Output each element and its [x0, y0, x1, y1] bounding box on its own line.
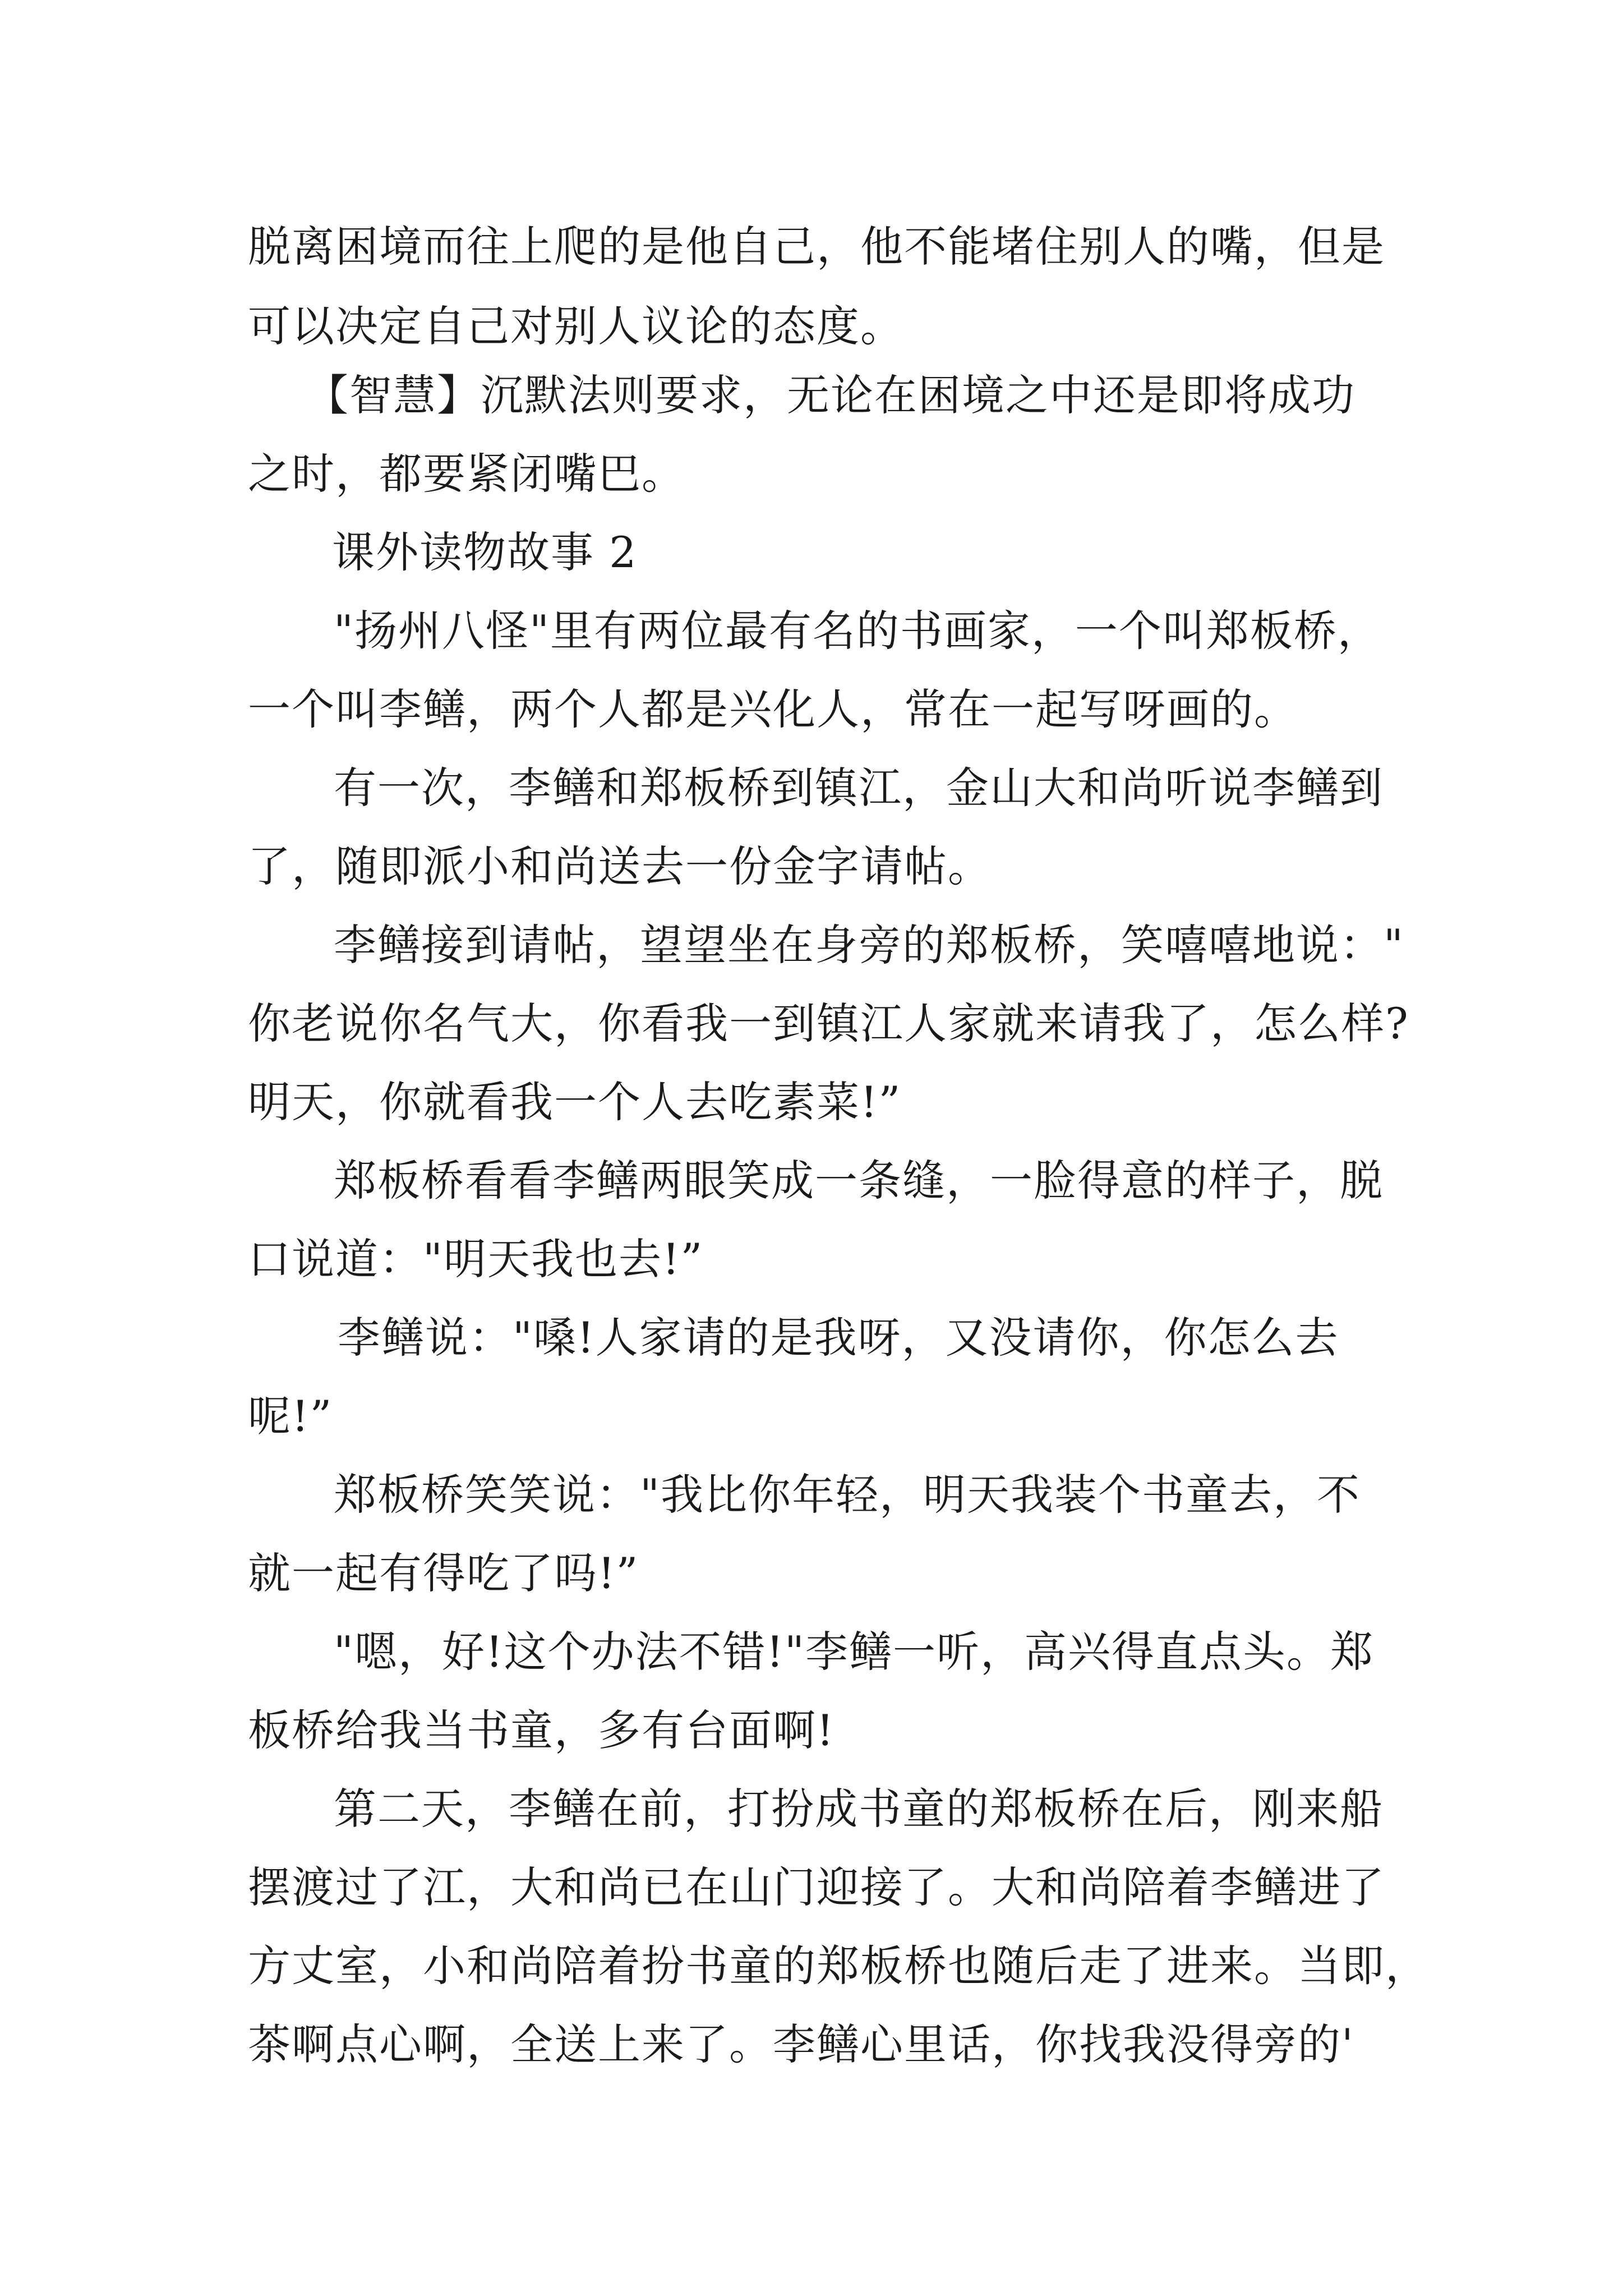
paragraph-line: 你老说你名气大，你看我一到镇江人家就来请我了，怎么样? [248, 999, 1409, 1048]
paragraph-line: "嗯，好!这个办法不错!"李鳝一听，高兴得直点头。郑 [334, 1627, 1374, 1677]
paragraph-line: 【智慧】沉默法则要求，无论在困境之中还是即将成功 [306, 370, 1355, 420]
paragraph-line: 摆渡过了江，大和尚已在山门迎接了。大和尚陪着李鳝进了 [248, 1862, 1385, 1912]
paragraph-line: 第二天，李鳝在前，打扮成书童的郑板桥在后，刚来船 [334, 1784, 1384, 1834]
paragraph-line: 郑板桥笑笑说："我比你年轻，明天我装个书童去，不 [334, 1470, 1361, 1520]
paragraph-line: 明天，你就看我一个人去吃素菜!” [248, 1077, 902, 1127]
paragraph-line: 有一次，李鳝和郑板桥到镇江，金山大和尚听说李鳝到 [334, 763, 1384, 813]
paragraph-line: 方丈室，小和尚陪着扮书童的郑板桥也随后走了进来。当即， [248, 1941, 1429, 1991]
paragraph-line: 茶啊点心啊，全送上来了。李鳝心里话，你找我没得旁的' [248, 2019, 1354, 2069]
paragraph-line: 李鳝说："嗓!人家请的是我呀，又没请你，你怎么去 [338, 1313, 1339, 1363]
paragraph-line: 之时，都要紧闭嘴巴。 [248, 449, 685, 499]
paragraph-line: 呢!” [248, 1391, 333, 1441]
paragraph-line: 口说道："明天我也去!” [248, 1234, 704, 1284]
section-heading: 课外读物故事 2 [332, 527, 638, 577]
paragraph-line: 脱离困境而往上爬的是他自己，他不能堵住别人的嘴，但是 [248, 222, 1385, 272]
paragraph-line: 了，随即派小和尚送去一份金字请帖。 [248, 841, 992, 891]
paragraph-line: 一个叫李鳝，两个人都是兴化人，常在一起写呀画的。 [248, 684, 1298, 734]
paragraph-line: 板桥给我当书童，多有台面啊! [248, 1705, 835, 1755]
paragraph-line: 李鳝接到请帖，望望坐在身旁的郑板桥，笑嘻嘻地说：" [334, 920, 1404, 970]
paragraph-line: "扬州八怪"里有两位最有名的书画家，一个叫郑板桥， [334, 606, 1381, 656]
paragraph-line: 可以决定自己对别人议论的态度。 [248, 301, 904, 351]
paragraph-line: 郑板桥看看李鳝两眼笑成一条缝，一脸得意的样子，脱 [334, 1156, 1384, 1205]
paragraph-line: 就一起有得吃了吗!” [248, 1548, 639, 1598]
